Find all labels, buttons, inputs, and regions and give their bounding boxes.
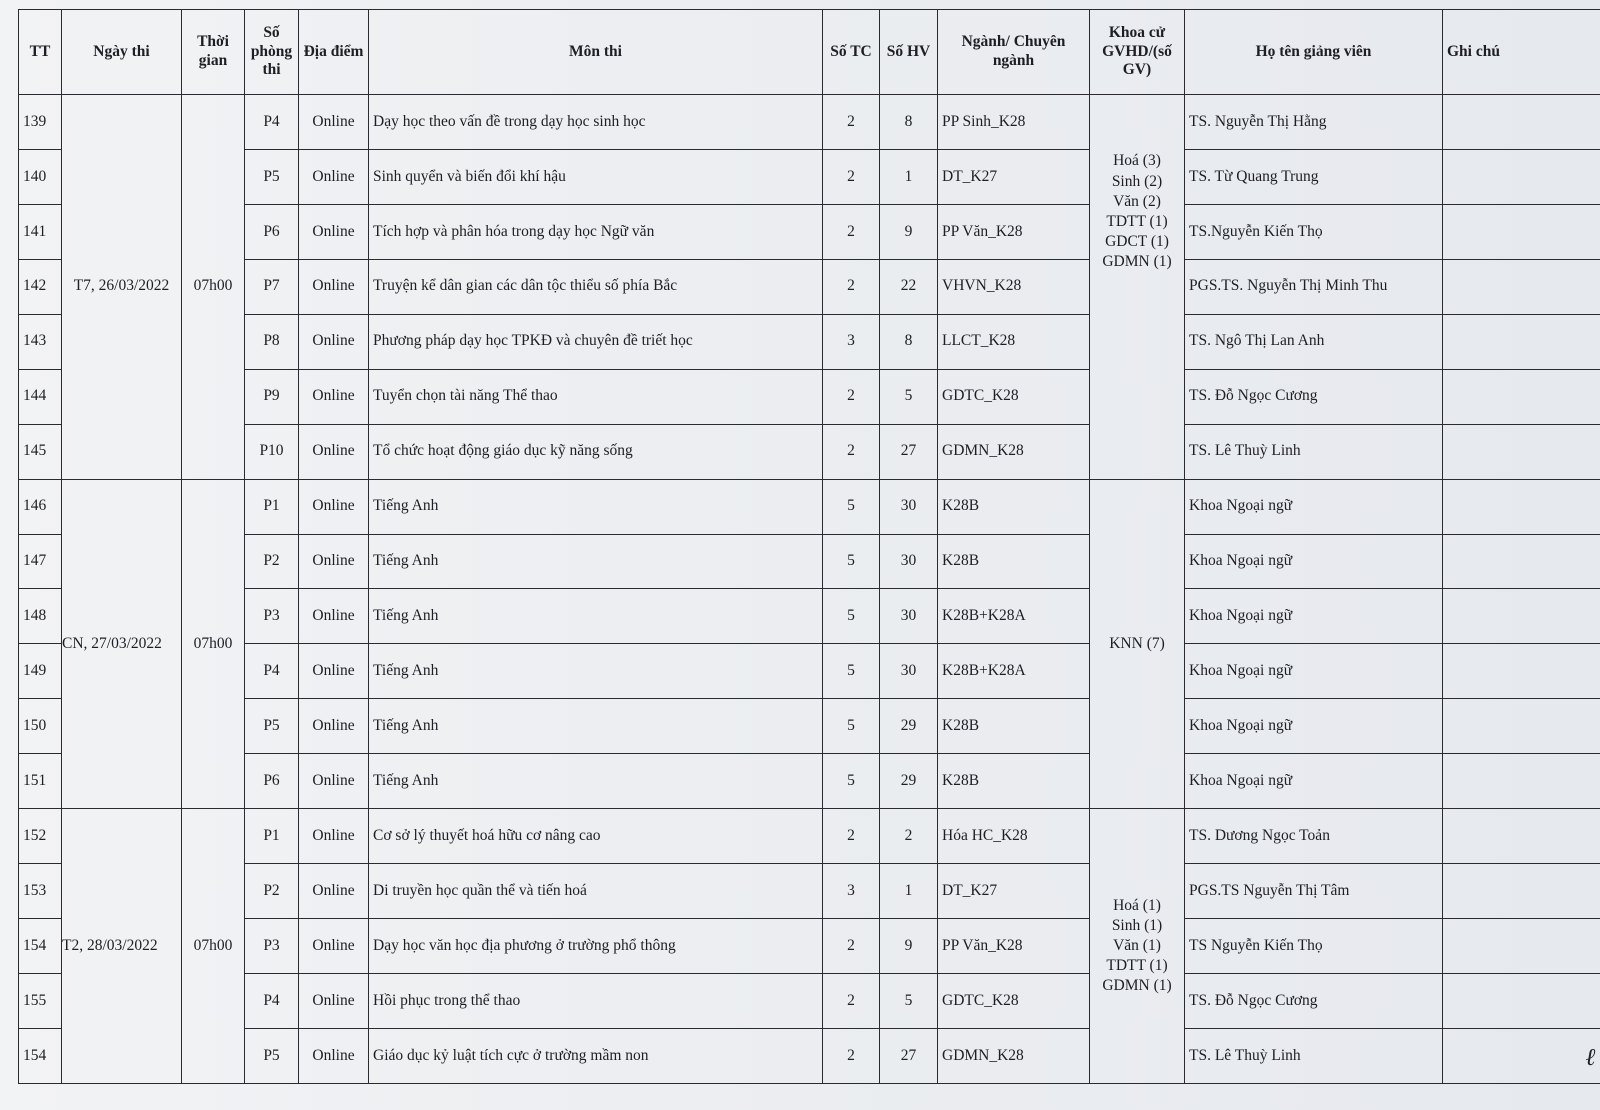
credits: 2	[823, 809, 880, 864]
faculty-item: GDMN (1)	[1102, 977, 1172, 995]
students: 29	[880, 699, 938, 754]
credits: 2	[823, 369, 880, 424]
table-row	[19, 919, 1600, 974]
room: P1	[245, 479, 299, 534]
exam-date: T7, 26/03/2022	[62, 95, 182, 480]
location: Online	[299, 809, 369, 864]
location: Online	[299, 974, 369, 1029]
location: Online	[299, 149, 369, 204]
subject: Dạy học theo vấn đề trong dạy học sinh học	[369, 95, 823, 150]
credits: 2	[823, 149, 880, 204]
table-row	[19, 1028, 1600, 1083]
credits: 5	[823, 589, 880, 644]
faculty-item: Văn (2)	[1113, 192, 1161, 210]
header-so-phong-thi: Số phòng thi	[245, 10, 299, 95]
room: P5	[245, 1028, 299, 1083]
room: P8	[245, 314, 299, 369]
faculty-assignment	[1090, 95, 1185, 480]
exam-date: T2, 28/03/2022	[62, 809, 182, 1084]
major: GDMN_K28	[938, 424, 1090, 479]
faculty-item: Văn (1)	[1113, 937, 1161, 955]
faculty-assignment	[1090, 479, 1185, 809]
table-row	[19, 754, 1600, 809]
note	[1443, 424, 1600, 479]
subject: Tuyển chọn tài năng Thể thao	[369, 369, 823, 424]
subject: Phương pháp dạy học TPKĐ và chuyên đề triết học	[369, 314, 823, 369]
table-row	[19, 644, 1600, 699]
credits: 2	[823, 1028, 880, 1083]
row-number: 150	[19, 699, 62, 754]
row-number: 154	[19, 919, 62, 974]
subject: Tổ chức hoạt động giáo dục kỹ năng sống	[369, 424, 823, 479]
row-number: 143	[19, 314, 62, 369]
location: Online	[299, 479, 369, 534]
lecturer: Khoa Ngoại ngữ	[1185, 534, 1443, 589]
room: P4	[245, 644, 299, 699]
subject: Tiếng Anh	[369, 534, 823, 589]
location: Online	[299, 699, 369, 754]
subject: Tiếng Anh	[369, 754, 823, 809]
subject: Tiếng Anh	[369, 589, 823, 644]
table-row	[19, 259, 1600, 314]
location: Online	[299, 589, 369, 644]
table-row	[19, 95, 1600, 150]
credits: 5	[823, 479, 880, 534]
room: P2	[245, 534, 299, 589]
header-nganh: Ngành/ Chuyên ngành	[938, 10, 1090, 95]
table-row	[19, 699, 1600, 754]
faculty-item: Sinh (2)	[1111, 172, 1163, 190]
room: P3	[245, 919, 299, 974]
lecturer: Khoa Ngoại ngữ	[1185, 479, 1443, 534]
students: 5	[880, 369, 938, 424]
students: 27	[880, 1028, 938, 1083]
major: GDTC_K28	[938, 369, 1090, 424]
note	[1443, 589, 1600, 644]
credits: 3	[823, 864, 880, 919]
row-number: 152	[19, 809, 62, 864]
lecturer: TS.Nguyễn Kiến Thọ	[1185, 204, 1443, 259]
students: 30	[880, 589, 938, 644]
students: 2	[880, 809, 938, 864]
note	[1443, 95, 1600, 150]
note	[1443, 919, 1600, 974]
exam-time: 07h00	[182, 479, 245, 809]
lecturer: TS. Ngô Thị Lan Anh	[1185, 314, 1443, 369]
faculty-assignment	[1090, 809, 1185, 1084]
location: Online	[299, 204, 369, 259]
row-number: 142	[19, 259, 62, 314]
room: P7	[245, 259, 299, 314]
row-number: 139	[19, 95, 62, 150]
students: 30	[880, 534, 938, 589]
lecturer: TS. Lê Thuỳ Linh	[1185, 1028, 1443, 1083]
credits: 2	[823, 204, 880, 259]
credits: 2	[823, 424, 880, 479]
students: 1	[880, 864, 938, 919]
table-row	[19, 479, 1600, 534]
room: P9	[245, 369, 299, 424]
major: K28B	[938, 754, 1090, 809]
major: PP Sinh_K28	[938, 95, 1090, 150]
subject: Di truyền học quần thể và tiến hoá	[369, 864, 823, 919]
row-number: 140	[19, 149, 62, 204]
header-thoi-gian: Thời gian	[182, 10, 245, 95]
credits: 5	[823, 754, 880, 809]
note	[1443, 149, 1600, 204]
pen-mark: ℓ	[1585, 1045, 1596, 1071]
exam-time: 07h00	[182, 809, 245, 1084]
students: 30	[880, 644, 938, 699]
students: 27	[880, 424, 938, 479]
note	[1443, 699, 1600, 754]
note	[1443, 479, 1600, 534]
row-number: 146	[19, 479, 62, 534]
row-number: 155	[19, 974, 62, 1029]
location: Online	[299, 864, 369, 919]
row-number: 141	[19, 204, 62, 259]
faculty-item: Sinh (1)	[1111, 916, 1163, 934]
row-number: 153	[19, 864, 62, 919]
lecturer: PGS.TS Nguyễn Thị Tâm	[1185, 864, 1443, 919]
note	[1443, 1028, 1600, 1083]
row-number: 145	[19, 424, 62, 479]
credits: 2	[823, 259, 880, 314]
header-mon-thi: Môn thi	[369, 10, 823, 95]
lecturer: TS Nguyễn Kiến Thọ	[1185, 919, 1443, 974]
credits: 2	[823, 919, 880, 974]
subject: Cơ sở lý thuyết hoá hữu cơ nâng cao	[369, 809, 823, 864]
subject: Tích hợp và phân hóa trong dạy học Ngữ văn	[369, 204, 823, 259]
location: Online	[299, 1028, 369, 1083]
faculty-item: GDMN (1)	[1102, 253, 1172, 271]
major: GDMN_K28	[938, 1028, 1090, 1083]
lecturer: TS. Đỗ Ngọc Cương	[1185, 369, 1443, 424]
table-row	[19, 314, 1600, 369]
credits: 5	[823, 534, 880, 589]
credits: 5	[823, 644, 880, 699]
note	[1443, 754, 1600, 809]
credits: 5	[823, 699, 880, 754]
lecturer: PGS.TS. Nguyễn Thị Minh Thu	[1185, 259, 1443, 314]
lecturer: Khoa Ngoại ngữ	[1185, 699, 1443, 754]
note	[1443, 259, 1600, 314]
table-row	[19, 864, 1600, 919]
row-number: 154	[19, 1028, 62, 1083]
credits: 2	[823, 95, 880, 150]
faculty-item: KNN (7)	[1109, 634, 1165, 652]
room: P3	[245, 589, 299, 644]
room: P2	[245, 864, 299, 919]
students: 8	[880, 95, 938, 150]
location: Online	[299, 314, 369, 369]
note	[1443, 204, 1600, 259]
subject: Sinh quyển và biến đổi khí hậu	[369, 149, 823, 204]
header-ghi-chu: Ghi chú	[1443, 10, 1600, 95]
room: P10	[245, 424, 299, 479]
row-number: 149	[19, 644, 62, 699]
major: Hóa HC_K28	[938, 809, 1090, 864]
subject: Giáo dục kỷ luật tích cực ở trường mầm non	[369, 1028, 823, 1083]
room: P6	[245, 754, 299, 809]
major: K28B	[938, 699, 1090, 754]
exam-time: 07h00	[182, 95, 245, 480]
major: K28B	[938, 479, 1090, 534]
note	[1443, 534, 1600, 589]
subject: Dạy học văn học địa phương ở trường phổ thông	[369, 919, 823, 974]
subject: Hồi phục trong thể thao	[369, 974, 823, 1029]
header-ngay-thi: Ngày thi	[62, 10, 182, 95]
lecturer: TS. Dương Ngọc Toản	[1185, 809, 1443, 864]
table-row	[19, 589, 1600, 644]
lecturer: TS. Nguyễn Thị Hằng	[1185, 95, 1443, 150]
note	[1443, 644, 1600, 699]
table-row	[19, 809, 1600, 864]
table-row	[19, 974, 1600, 1029]
room: P5	[245, 149, 299, 204]
major: VHVN_K28	[938, 259, 1090, 314]
students: 22	[880, 259, 938, 314]
students: 29	[880, 754, 938, 809]
header-khoa-cu: Khoa cử GVHD/(số GV)	[1090, 10, 1185, 95]
lecturer: Khoa Ngoại ngữ	[1185, 754, 1443, 809]
faculty-item: GDCT (1)	[1105, 232, 1169, 250]
faculty-item: TDTT (1)	[1106, 957, 1168, 975]
faculty-item: Hoá (3)	[1113, 152, 1161, 170]
table-row	[19, 204, 1600, 259]
major: DT_K27	[938, 149, 1090, 204]
header-so-tc: Số TC	[823, 10, 880, 95]
exam-date: CN, 27/03/2022	[62, 479, 182, 809]
major: K28B+K28A	[938, 644, 1090, 699]
students: 9	[880, 919, 938, 974]
faculty-item: TDTT (1)	[1106, 212, 1168, 230]
room: P4	[245, 95, 299, 150]
lecturer: Khoa Ngoại ngữ	[1185, 589, 1443, 644]
location: Online	[299, 754, 369, 809]
location: Online	[299, 259, 369, 314]
location: Online	[299, 424, 369, 479]
credits: 3	[823, 314, 880, 369]
lecturer: Khoa Ngoại ngữ	[1185, 644, 1443, 699]
subject: Tiếng Anh	[369, 644, 823, 699]
row-number: 151	[19, 754, 62, 809]
major: K28B	[938, 534, 1090, 589]
room: P5	[245, 699, 299, 754]
location: Online	[299, 534, 369, 589]
students: 5	[880, 974, 938, 1029]
note	[1443, 369, 1600, 424]
header-dia-diem: Địa điểm	[299, 10, 369, 95]
table-row	[19, 149, 1600, 204]
row-number: 148	[19, 589, 62, 644]
lecturer: TS. Đỗ Ngọc Cương	[1185, 974, 1443, 1029]
major: DT_K27	[938, 864, 1090, 919]
students: 8	[880, 314, 938, 369]
note	[1443, 314, 1600, 369]
row-number: 144	[19, 369, 62, 424]
note	[1443, 864, 1600, 919]
header-so-hv: Số HV	[880, 10, 938, 95]
subject: Truyện kể dân gian các dân tộc thiểu số phía Bắc	[369, 259, 823, 314]
table-row	[19, 369, 1600, 424]
table-row	[19, 424, 1600, 479]
students: 9	[880, 204, 938, 259]
table-row	[19, 534, 1600, 589]
major: K28B+K28A	[938, 589, 1090, 644]
location: Online	[299, 95, 369, 150]
subject: Tiếng Anh	[369, 479, 823, 534]
room: P1	[245, 809, 299, 864]
table-body	[19, 95, 1600, 1084]
credits: 2	[823, 974, 880, 1029]
location: Online	[299, 644, 369, 699]
header-row	[19, 10, 1600, 95]
major: GDTC_K28	[938, 974, 1090, 1029]
location: Online	[299, 919, 369, 974]
lecturer: TS. Từ Quang Trung	[1185, 149, 1443, 204]
major: LLCT_K28	[938, 314, 1090, 369]
header-giang-vien: Họ tên giảng viên	[1185, 10, 1443, 95]
major: PP Văn_K28	[938, 919, 1090, 974]
subject: Tiếng Anh	[369, 699, 823, 754]
students: 1	[880, 149, 938, 204]
header-tt: TT	[19, 10, 62, 95]
students: 30	[880, 479, 938, 534]
row-number: 147	[19, 534, 62, 589]
major: PP Văn_K28	[938, 204, 1090, 259]
note	[1443, 809, 1600, 864]
faculty-item: Hoá (1)	[1113, 896, 1161, 914]
lecturer: TS. Lê Thuỳ Linh	[1185, 424, 1443, 479]
exam-schedule-table	[18, 9, 1600, 1084]
room: P6	[245, 204, 299, 259]
location: Online	[299, 369, 369, 424]
room: P4	[245, 974, 299, 1029]
note	[1443, 974, 1600, 1029]
